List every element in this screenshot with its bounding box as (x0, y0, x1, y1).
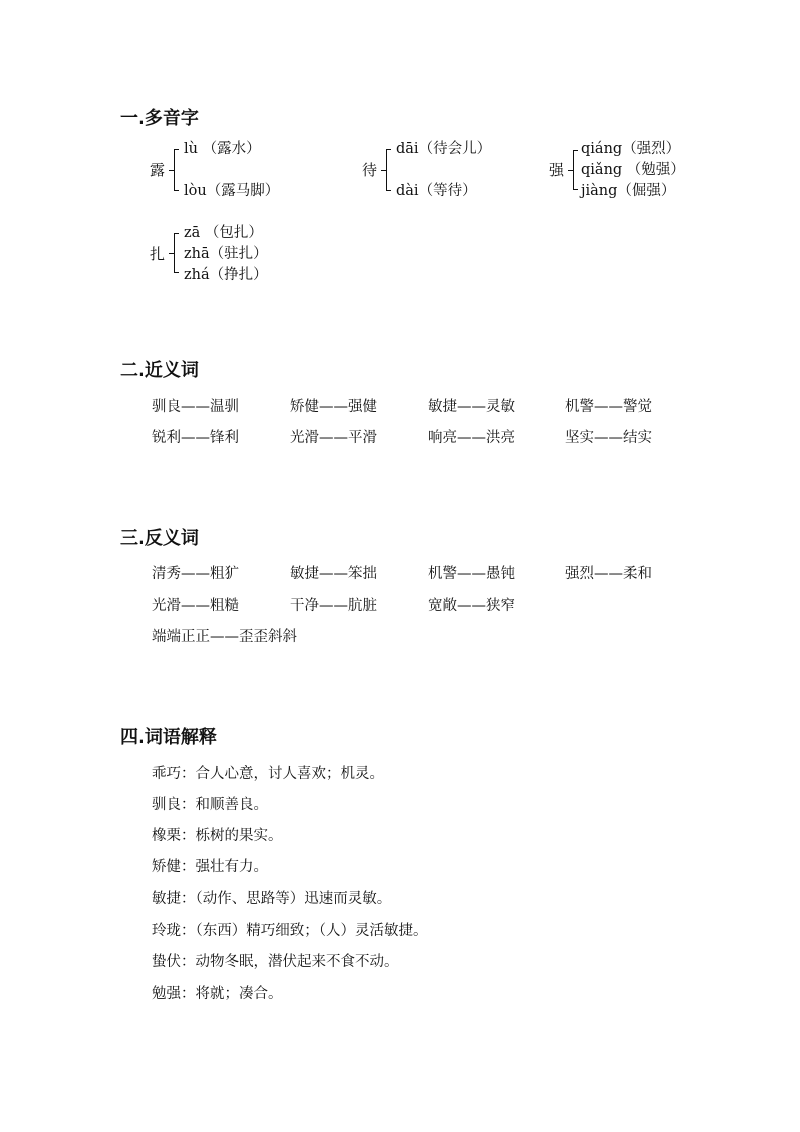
brace (573, 150, 574, 190)
polyphone-char: 强 (549, 161, 565, 179)
polyphone-reading: lòu（露马脚） (184, 183, 280, 199)
antonym-pair: 干净——肮脏 (290, 598, 377, 614)
polyphone-reading: lù （露水） (184, 141, 261, 157)
definition-item: 乖巧：合人心意，讨人喜欢；机灵。 (152, 766, 384, 782)
antonym-pair: 机警——愚钝 (428, 566, 515, 582)
antonym-pair: 强烈——柔和 (565, 566, 652, 582)
section-title-synonyms: 二.近义词 (120, 360, 199, 381)
section-title-definitions: 四.词语解释 (120, 727, 217, 748)
synonym-pair: 驯良——温驯 (152, 399, 239, 415)
antonym-pair: 清秀——粗犷 (152, 566, 239, 582)
synonym-pair: 响亮——洪亮 (428, 430, 515, 446)
definition-item: 勉强：将就；凑合。 (152, 986, 283, 1002)
antonym-pair: 敏捷——笨拙 (290, 566, 377, 582)
section-title-antonyms: 三.反义词 (120, 528, 199, 549)
polyphone-char: 露 (150, 161, 166, 179)
polyphone-reading: zā （包扎） (184, 225, 263, 241)
antonym-pair: 光滑——粗糙 (152, 598, 239, 614)
polyphone-reading: zhá（挣扎） (184, 267, 268, 283)
brace (386, 149, 387, 191)
brace (174, 149, 175, 191)
polyphone-reading: dāi（待会儿） (396, 141, 492, 157)
polyphone-reading: dài（等待） (396, 183, 477, 199)
polyphone-char: 扎 (150, 245, 166, 263)
polyphone-reading: jiàng（倔强） (581, 183, 676, 199)
antonym-pair: 端端正正——歪歪斜斜 (152, 629, 297, 645)
synonym-pair: 矫健——强健 (290, 399, 377, 415)
definition-item: 敏捷：（动作、思路等）迅速而灵敏。 (152, 891, 392, 907)
section-title-polyphones: 一.多音字 (120, 108, 199, 129)
definition-item: 驯良：和顺善良。 (152, 797, 268, 813)
synonym-pair: 坚实——结实 (565, 430, 652, 446)
definition-item: 玲珑：（东西）精巧细致；（人）灵活敏捷。 (152, 923, 428, 939)
synonym-pair: 机警——警觉 (565, 399, 652, 415)
definition-item: 蛰伏：动物冬眠，潜伏起来不食不动。 (152, 954, 399, 970)
synonym-pair: 敏捷——灵敏 (428, 399, 515, 415)
synonym-pair: 光滑——平滑 (290, 430, 377, 446)
brace (174, 233, 175, 273)
polyphone-char: 待 (362, 161, 378, 179)
polyphone-reading: qiǎng （勉强） (581, 162, 685, 178)
definition-item: 矫健：强壮有力。 (152, 859, 268, 875)
synonym-pair: 锐利——锋利 (152, 430, 239, 446)
polyphone-reading: qiáng（强烈） (581, 141, 681, 157)
polyphone-reading: zhā（驻扎） (184, 246, 268, 262)
definition-item: 橡栗：栎树的果实。 (152, 828, 283, 844)
antonym-pair: 宽敞——狭窄 (428, 598, 515, 614)
